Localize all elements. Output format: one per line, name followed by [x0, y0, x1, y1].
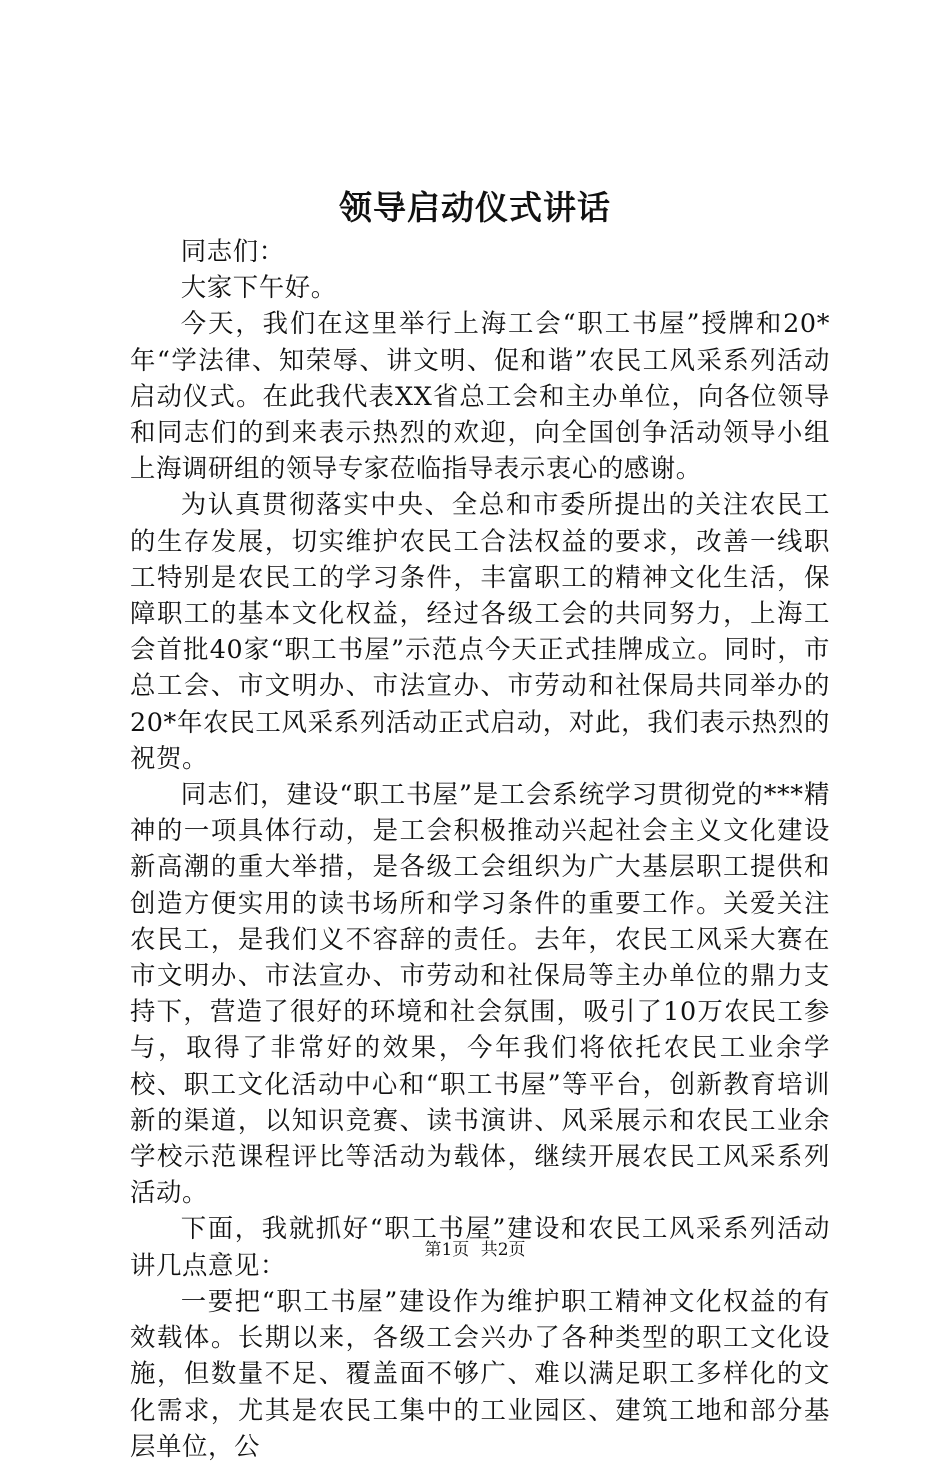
- paragraph-transition: 下面，我就抓好“职工书屋”建设和农民工风采系列活动讲几点意见：: [130, 1213, 830, 1280]
- document-title: 领导启动仪式讲话: [339, 188, 611, 227]
- page-footer: [0, 1238, 950, 1262]
- paragraph-background: 为认真贯彻落实中央、全总和市委所提出的关注农民工的生存发展，切实维护农民工合法权益的要求，改善一线职工特别是农民工的学习条件，丰富职工的精神文化生活，保障职工的基本文化权益，经过各级工会的共同努力，上海工会首批40家“职工书屋”示范点今天正式挂牌成立。同时，市总工会、市文明办、市法宣办、市劳动和社保局共同举办的20*年农民工风采系列活动正式启动，对此，我们表示热烈的祝贺。: [130, 489, 830, 773]
- page-total: 共2页: [480, 1240, 526, 1260]
- paragraph-opening: 今天，我们在这里举行上海工会“职工书屋”授牌和20*年“学法律、知荣辱、讲文明、促和谐”农民工风采系列活动启动仪式。在此我代表XX省总工会和主办单位，向各位领导和同志们的到来表示热烈的欢迎，向全国创争活动领导小组上海调研组的领导专家莅临指导表示衷心的感谢。: [130, 308, 830, 484]
- paragraph-point-one: 一要把“职工书屋”建设作为维护职工精神文化权益的有效载体。长期以来，各级工会兴办了各种类型的职工文化设施，但数量不足、覆盖面不够广、难以满足职工多样化的文化需求，尤其是农民工集中的工业园区、建筑工地和部分基层单位，公: [130, 1285, 830, 1461]
- paragraph-greeting: 大家下午好。: [180, 272, 337, 303]
- paragraph-salutation: 同志们：: [180, 236, 285, 266]
- document-body: [130, 233, 830, 1464]
- paragraph-significance: 同志们，建设“职工书屋”是工会系统学习贯彻党的***精神的一项具体行动，是工会积极推动兴起社会主义文化建设新高潮的重大举措，是各级工会组织为广大基层职工提供和创造方便实用的读书场所和学习条件的重要工作。关爱关注农民工，是我们义不容辞的责任。去年，农民工风采大赛在市文明办、市法宣办、市劳动和社保局等主办单位的鼎力支持下，营造了很好的环境和社会氛围，吸引了10万农民工参与，取得了非常好的效果，今年我们将依托农民工业余学校、职工文化活动中心和“职工书屋”等平台，创新教育培训新的渠道，以知识竞赛、读书演讲、风采展示和农民工业余学校示范课程评比等活动为载体，继续开展农民工风采系列活动。: [130, 779, 830, 1208]
- page-number: 第1页: [424, 1240, 470, 1260]
